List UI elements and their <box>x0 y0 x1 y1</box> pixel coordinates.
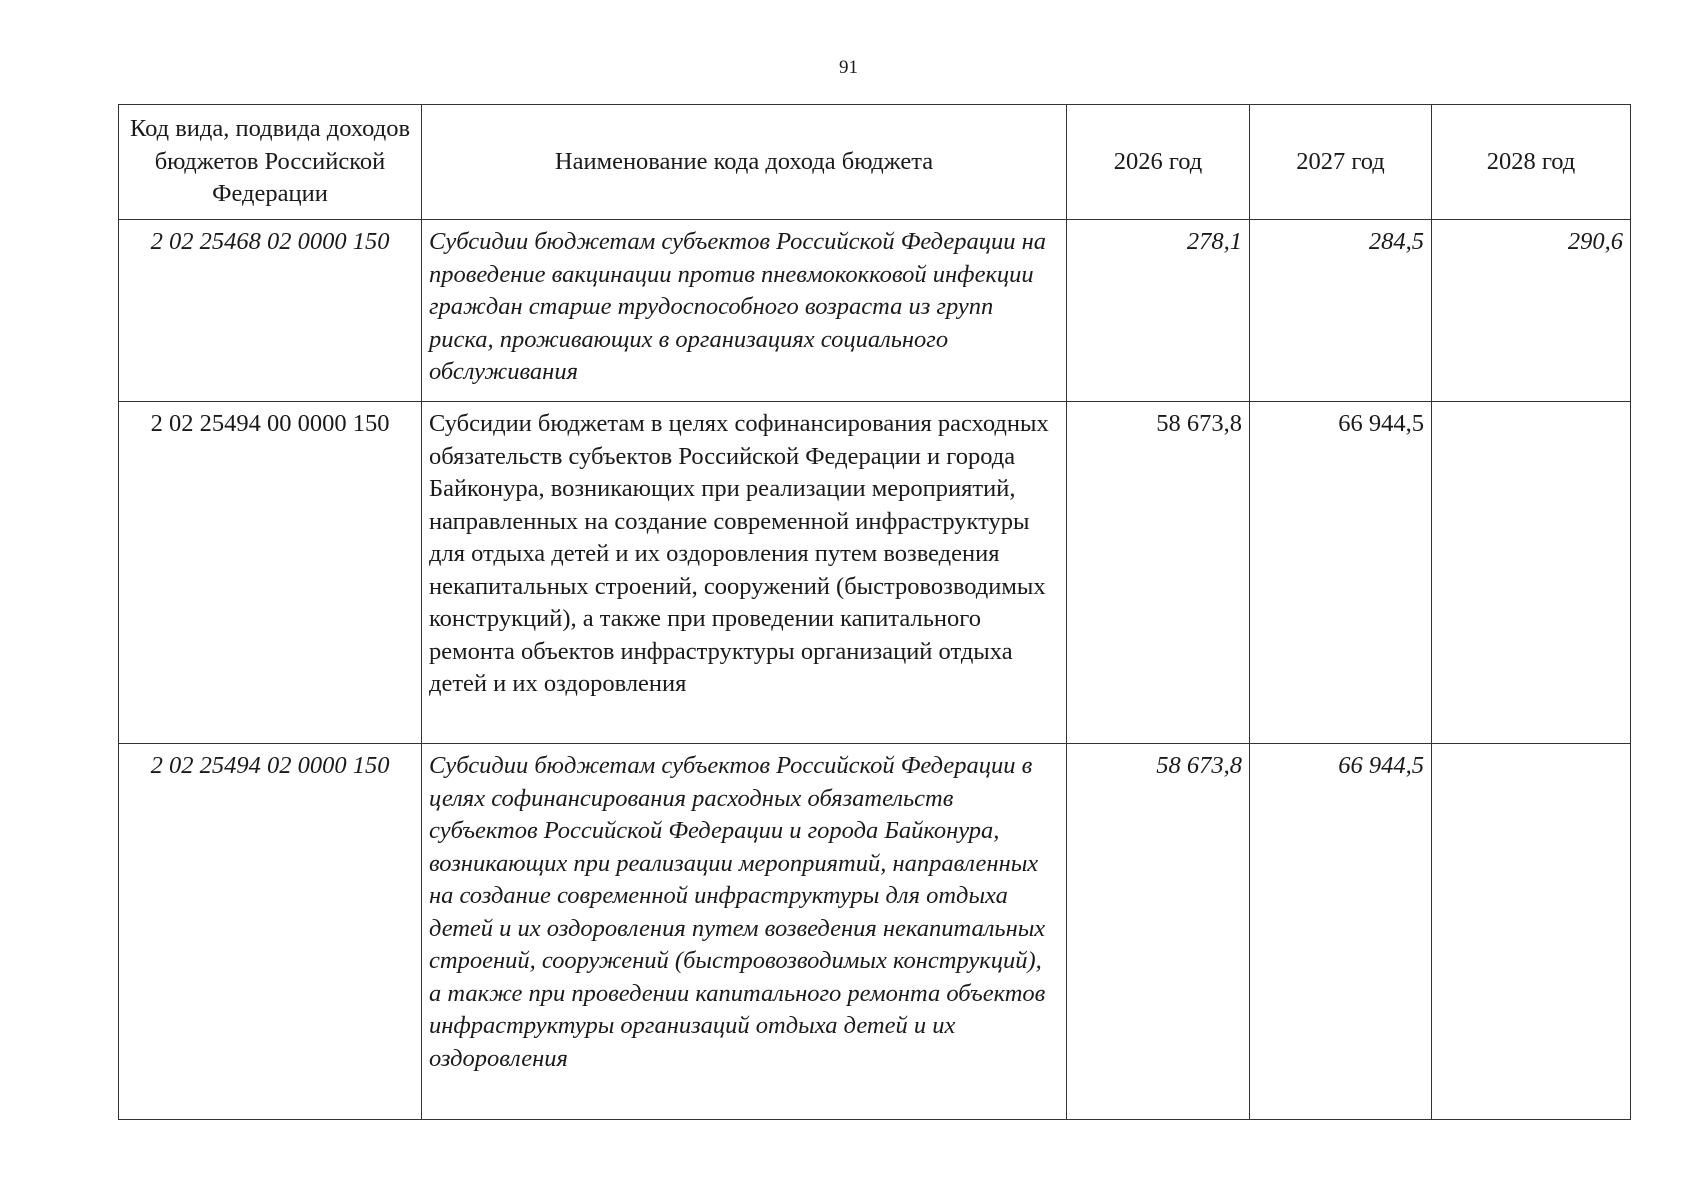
row-value-2028 <box>1432 402 1631 744</box>
table-row <box>119 744 1631 1120</box>
header-2027: 2027 год <box>1250 105 1432 220</box>
row-code: 2 02 25468 02 0000 150 <box>119 220 422 402</box>
row-name: Субсидии бюджетам субъектов Российской Федерации на проведение вакцинации против пневмококковой инфекции граждан старше трудоспособного возраста из групп риска, проживающих в организациях социального обслуживания <box>422 220 1067 402</box>
header-name: Наименование кода дохода бюджета <box>422 105 1067 220</box>
row-value-2027: 284,5 <box>1250 220 1432 402</box>
header-2026: 2026 год <box>1067 105 1250 220</box>
row-code: 2 02 25494 02 0000 150 <box>119 744 422 1120</box>
row-value-2028 <box>1432 744 1631 1120</box>
header-2028: 2028 год <box>1432 105 1631 220</box>
row-value-2026: 58 673,8 <box>1067 402 1250 744</box>
row-name: Субсидии бюджетам в целях софинансирования расходных обязательств субъектов Российской Федерации и города Байконура, возникающих при реализации мероприятий, направленных на создание современной инфраструктуры для отдыха детей и их оздоровления путем возведения некапитальных строений, сооружений (быстровозводимых конструкций), а также при проведении капитального ремонта объектов инфраструктуры организаций отдыха детей и их оздоровления <box>422 402 1067 744</box>
table-header-row <box>119 105 1631 220</box>
row-code: 2 02 25494 00 0000 150 <box>119 402 422 744</box>
header-code: Код вида, подвида доходов бюджетов Российской Федерации <box>119 105 422 220</box>
page-number: 91 <box>839 57 858 78</box>
budget-revenue-table <box>118 104 1631 1120</box>
row-name: Субсидии бюджетам субъектов Российской Федерации в целях софинансирования расходных обязательств субъектов Российской Федерации и города Байконура, возникающих при реализации мероприятий, направленных на создание современной инфраструктуры для отдыха детей и их оздоровления путем возведения некапитальных строений, сооружений (быстровозводимых конструкций), а также при проведении капитального ремонта объектов инфраструктуры организаций отдыха детей и их оздоровления <box>422 744 1067 1120</box>
row-value-2028: 290,6 <box>1432 220 1631 402</box>
row-value-2027: 66 944,5 <box>1250 744 1432 1120</box>
row-value-2026: 278,1 <box>1067 220 1250 402</box>
row-value-2026: 58 673,8 <box>1067 744 1250 1120</box>
row-value-2027: 66 944,5 <box>1250 402 1432 744</box>
table-row <box>119 402 1631 744</box>
table-row <box>119 220 1631 402</box>
